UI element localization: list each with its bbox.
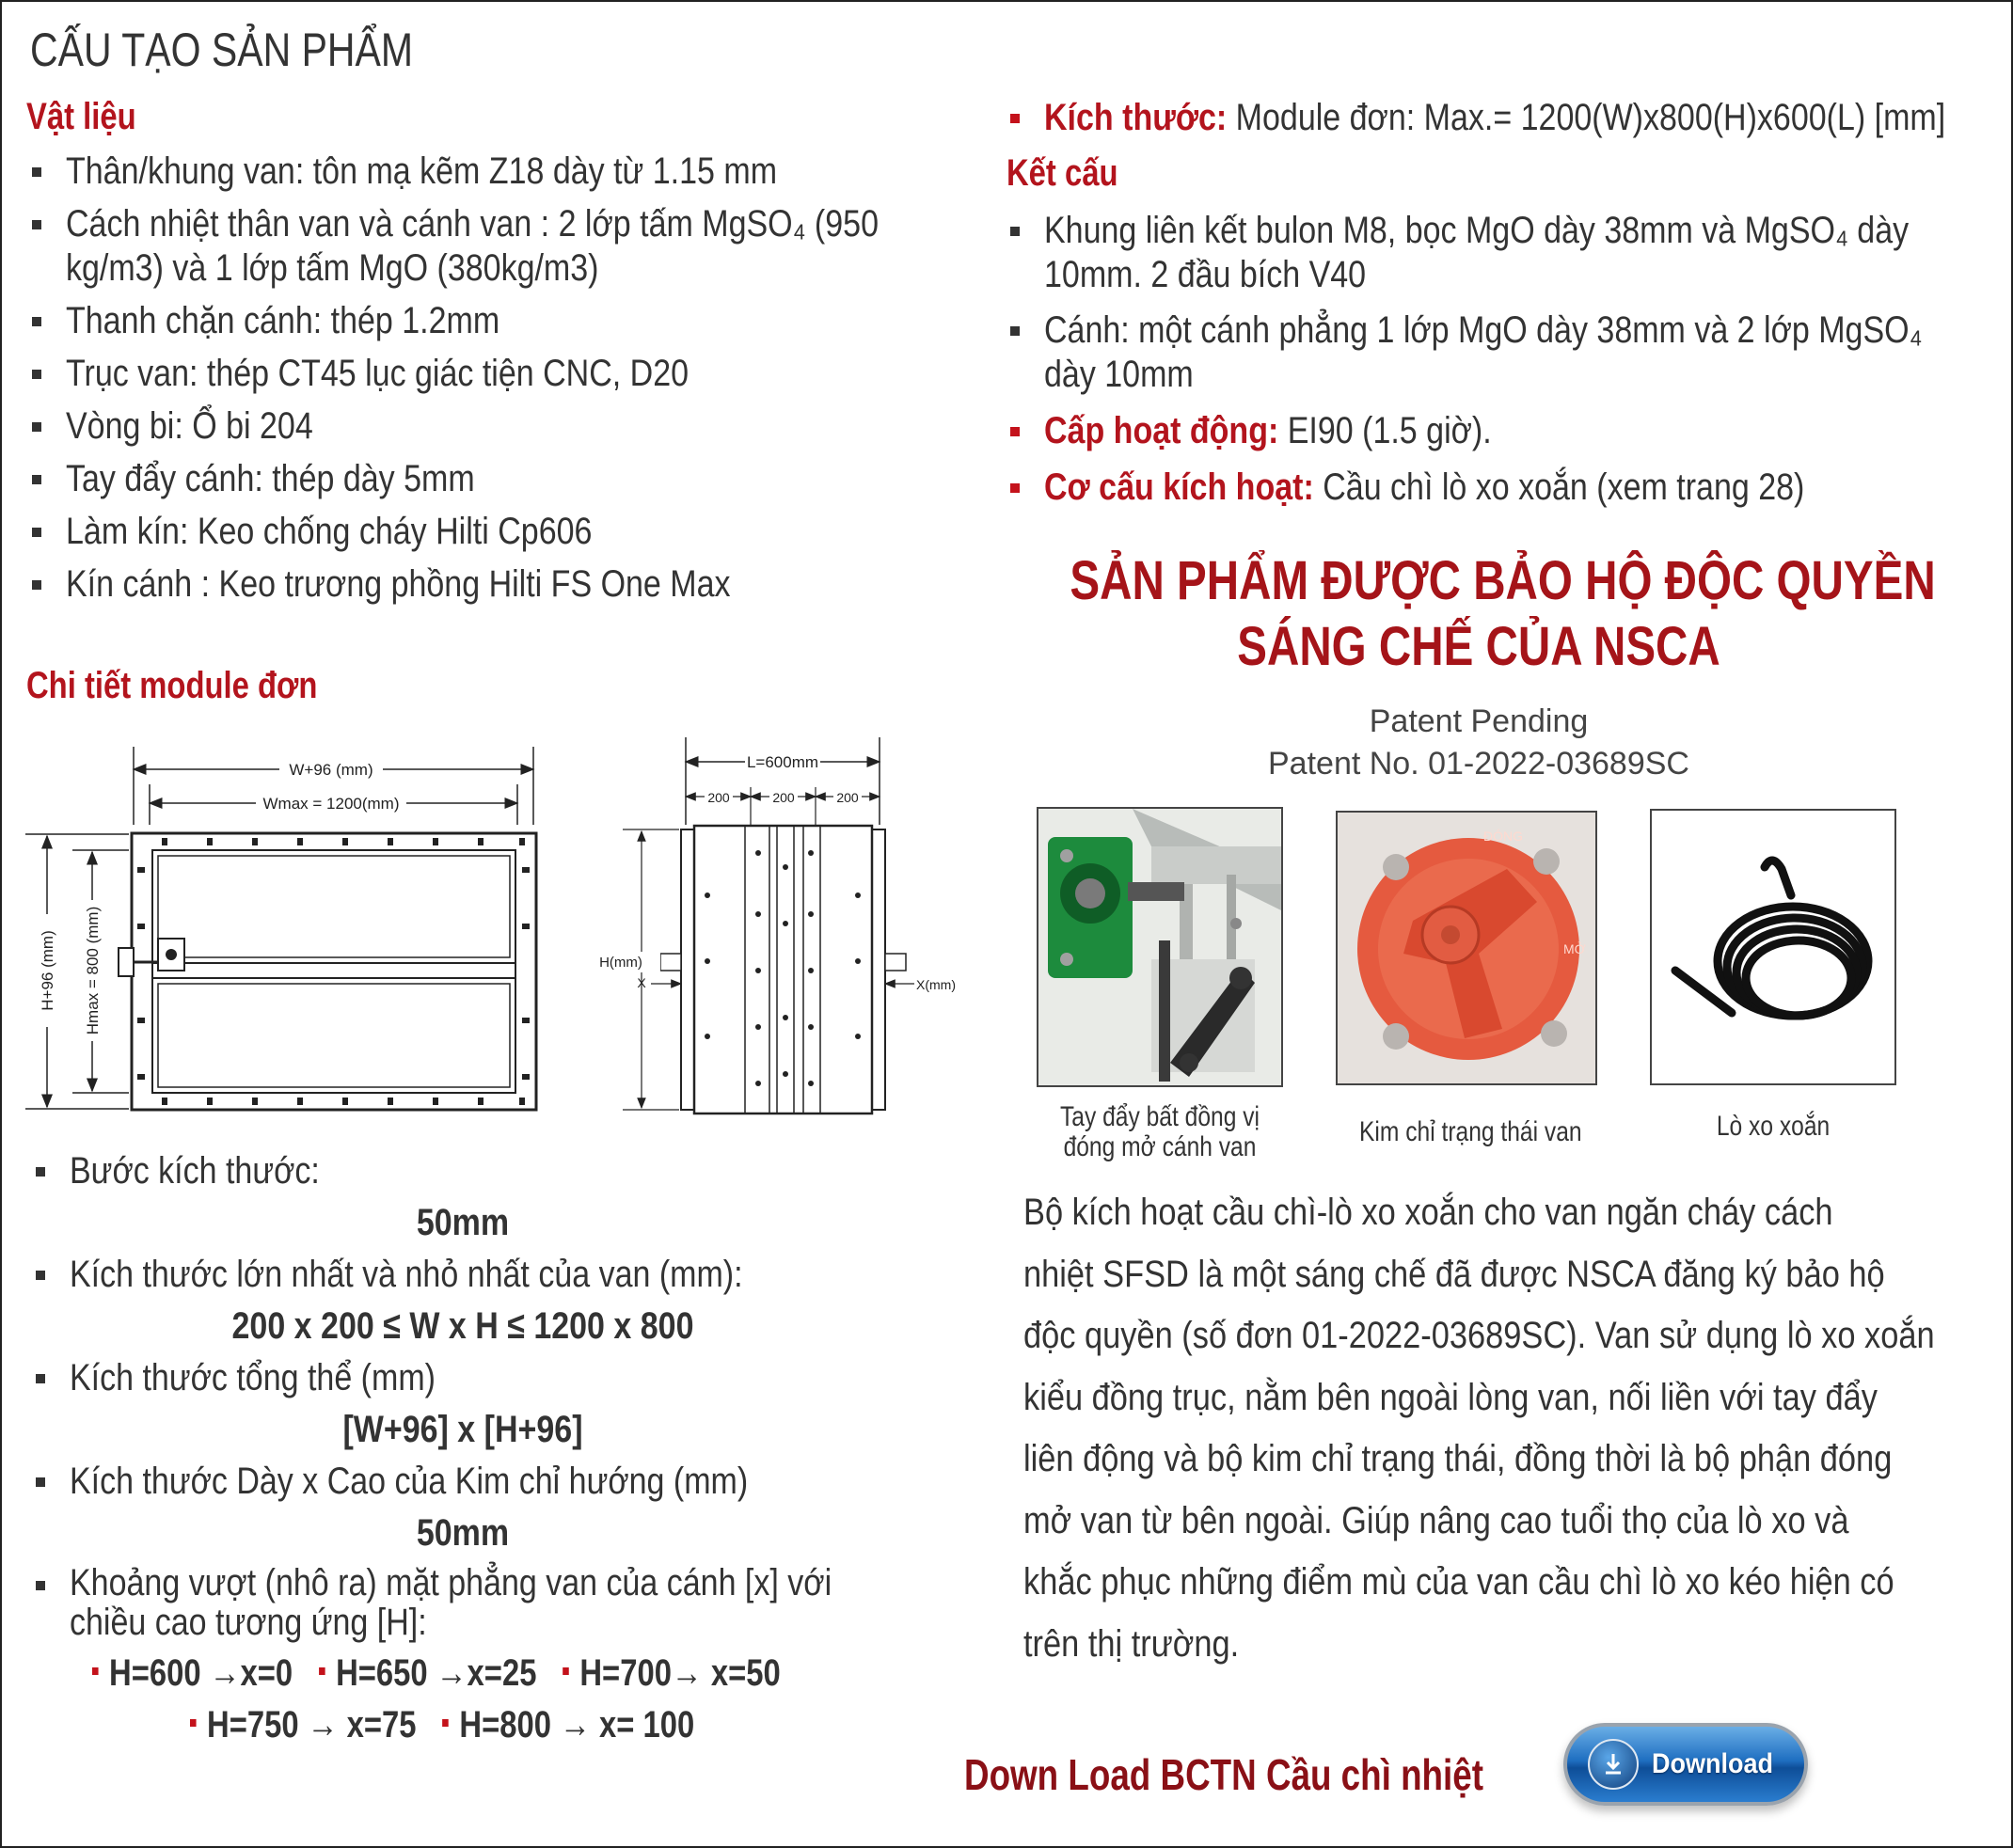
dimension-spec-list: [1006, 96, 2004, 140]
list-item: [1006, 96, 2004, 140]
overall-label: Kích thước tổng thể (mm): [70, 1357, 436, 1398]
push-arm-image: [1038, 809, 1283, 1087]
list-item-text: Thanh chặn cánh: thép 1.2mm: [66, 300, 500, 341]
list-item: [28, 299, 931, 343]
indicator-image: [1338, 813, 1597, 1085]
h-values-row-2: [190, 1704, 721, 1746]
push-arm-caption-2: đóng mở cánh van: [1063, 1131, 1257, 1162]
patent-pending: Patent Pending: [1369, 703, 1589, 739]
list-item: [1006, 466, 1985, 510]
list-item: [28, 457, 931, 501]
download-button[interactable]: [1563, 1723, 1808, 1806]
description-line: Bộ kích hoạt cầu chì-lò xo xoắn cho van ngăn cháy cách: [1023, 1192, 1833, 1233]
step-value: 50mm: [416, 1202, 510, 1243]
indicator-photo: [1336, 811, 1597, 1085]
module-heading: Chi tiết module đơn: [26, 665, 318, 706]
spring-caption: Lò xo xoắn: [1716, 1111, 1831, 1142]
front-wmax-label: Wmax = 1200(mm): [262, 795, 400, 813]
overhang-line-2: chiều cao tương ứng [H]:: [70, 1602, 427, 1643]
list-item: [32, 1253, 935, 1297]
overall-list: [32, 1356, 935, 1400]
front-h96-label: H+96 (mm): [39, 930, 56, 1011]
h-value-item: [563, 1652, 780, 1694]
operating-list: [1006, 409, 1985, 510]
description-line: khắc phục những điểm mù của van cầu chì lò xo kéo hiện có: [1023, 1561, 1894, 1603]
list-item-text: Trục van: thép CT45 lục giác tiện CNC, D20: [66, 353, 689, 394]
list-item-text: Kín cánh : Keo trương phồng Hilti FS One Max: [66, 563, 731, 605]
h-value-text: H=600 →x=0: [109, 1652, 293, 1694]
list-item: [1006, 409, 1985, 453]
list-item: [1006, 209, 1985, 297]
list-item: [28, 352, 931, 396]
list-item-text: Khung liên kết bulon M8, bọc MgO dày 38mm và MgSO₄ dày: [1044, 210, 1910, 251]
front-view-drawing: [21, 735, 566, 1121]
side-x-right-label: X(mm): [916, 977, 956, 992]
structure-heading: Kết cấu: [1006, 152, 1118, 194]
operating-text: EI90 (1.5 giờ).: [1278, 410, 1492, 451]
list-item-text: Làm kín: Keo chống cháy Hilti Cp606: [66, 511, 593, 552]
structure-list: [1006, 209, 1985, 408]
list-item-text: Cánh: một cánh phẳng 1 lớp MgO dày 38mm và 2 lớp MgSO₄: [1044, 309, 1923, 351]
side-length-label: L=600mm: [746, 753, 819, 771]
description-line: liên động và bộ kim chỉ trạng thái, đồng thời là bộ phận đóng: [1023, 1438, 1893, 1479]
torsion-spring-image: [1652, 811, 1896, 1085]
list-item: [28, 202, 931, 291]
overhang-list: [32, 1563, 935, 1642]
side-view-drawing: [585, 735, 980, 1121]
h-value-item: [319, 1652, 536, 1694]
front-w96-label: W+96 (mm): [289, 761, 373, 779]
indicator-stamp-text: ĐÓNG: [1483, 829, 1523, 844]
list-item-text: Vòng bi: Ổ bi 204: [66, 405, 313, 447]
list-item: [32, 1460, 935, 1504]
list-item-text: Tay đẩy cánh: thép dày 5mm: [66, 458, 475, 499]
description-line: nhiệt SFSD là một sáng chế đã được NSCA đăng ký bảo hộ: [1023, 1253, 1885, 1295]
step-label: Bước kích thước:: [70, 1150, 320, 1192]
h-values-row-1: [92, 1652, 807, 1695]
patent-title-line-1: SẢN PHẨM ĐƯỢC BẢO HỘ ĐỘC QUYỀN: [1070, 550, 1936, 611]
list-item-text: dày 10mm: [1044, 354, 1194, 395]
list-item: [1006, 308, 1985, 397]
dimension-spec-text: Module đơn: Max.= 1200(W)x800(H)x600(L) [mm]: [1227, 97, 1946, 138]
h-value-item: [92, 1652, 293, 1694]
page-title: CẤU TẠO SẢN PHẨM: [30, 24, 414, 76]
range-list: [32, 1253, 935, 1297]
description-line: mở van từ bên ngoài. Giúp nâng cao tuổi thọ của lò xo và: [1023, 1499, 1849, 1541]
h-value-text: H=800 → x= 100: [459, 1704, 695, 1745]
side-seg2-label: 200: [772, 790, 795, 805]
indicator-list: [32, 1460, 935, 1504]
dimension-spec-label: Kích thước:: [1044, 97, 1228, 138]
indicator-value: 50mm: [416, 1512, 510, 1554]
side-h-label: H(mm): [599, 955, 642, 971]
h-value-item: [190, 1704, 417, 1745]
h-value-text: H=650 →x=25: [336, 1652, 537, 1694]
sizes-list: [32, 1149, 935, 1193]
list-item-text: Thân/khung van: tôn mạ kẽm Z18 dày từ 1.15 mm: [66, 150, 778, 192]
description-line: trên thị trường.: [1023, 1622, 1240, 1665]
description-line: độc quyền (số đơn 01-2022-03689SC). Van sử dụng lò xo xoắn: [1023, 1315, 1935, 1356]
indicator-side-text: MỞ: [1563, 941, 1586, 956]
overhang-line-1: Khoảng vượt (nhô ra) mặt phẳng van của cánh [x] với: [70, 1562, 832, 1603]
download-report-link[interactable]: Down Load BCTN Cầu chì nhiệt: [964, 1750, 1483, 1799]
h-value-item: [442, 1704, 694, 1745]
side-seg3-label: 200: [836, 790, 859, 805]
list-item: [28, 510, 931, 554]
side-x-left-label: X: [637, 975, 646, 990]
materials-list: [28, 150, 931, 615]
materials-heading: Vật liệu: [26, 96, 136, 137]
list-item: [32, 1149, 935, 1193]
list-item: [32, 1563, 935, 1642]
list-item: [28, 150, 931, 194]
spring-photo: [1650, 809, 1896, 1085]
push-arm-photo: [1037, 807, 1283, 1087]
download-arrow-icon: [1588, 1739, 1639, 1790]
indicator-label: Kích thước Dày x Cao của Kim chỉ hướng (mm): [70, 1461, 749, 1502]
description-line: kiểu đồng trục, nằm bên ngoài lòng van, nối liền với tay đẩy: [1023, 1376, 1878, 1418]
description-paragraph: [1023, 1182, 1973, 1675]
trigger-text: Cầu chì lò xo xoắn (xem trang 28): [1313, 466, 1805, 508]
side-seg1-label: 200: [707, 790, 730, 805]
list-item: [28, 562, 931, 607]
trigger-label: Cơ cấu kích hoạt:: [1044, 466, 1314, 508]
overall-value: [W+96] x [H+96]: [342, 1409, 583, 1450]
list-item-text: Cách nhiệt thân van và cánh van : 2 lớp tấm MgSO₄ (950: [66, 203, 879, 245]
push-arm-caption-1: Tay đẩy bất đồng vị: [1060, 1101, 1260, 1132]
operating-label: Cấp hoạt động:: [1044, 410, 1279, 451]
list-item-text: 10mm. 2 đầu bích V40: [1044, 254, 1367, 295]
h-value-text: H=700→ x=50: [579, 1652, 781, 1694]
patent-number: Patent No. 01-2022-03689SC: [1268, 746, 1689, 782]
download-button-label: Download: [1652, 1748, 1773, 1779]
range-value: 200 x 200 ≤ W x H ≤ 1200 x 800: [231, 1305, 694, 1347]
range-label: Kích thước lớn nhất và nhỏ nhất của van (mm):: [70, 1254, 743, 1295]
front-hmax-label: Hmax = 800 (mm): [84, 906, 102, 1035]
patent-title-line-2: SÁNG CHẾ CỦA NSCA: [1237, 616, 1720, 677]
h-value-text: H=750 → x=75: [207, 1704, 417, 1745]
list-item: [28, 404, 931, 449]
list-item: [32, 1356, 935, 1400]
list-item-text: kg/m3) và 1 lớp tấm MgO (380kg/m3): [66, 247, 599, 289]
indicator-caption: Kim chỉ trạng thái van: [1359, 1116, 1582, 1147]
